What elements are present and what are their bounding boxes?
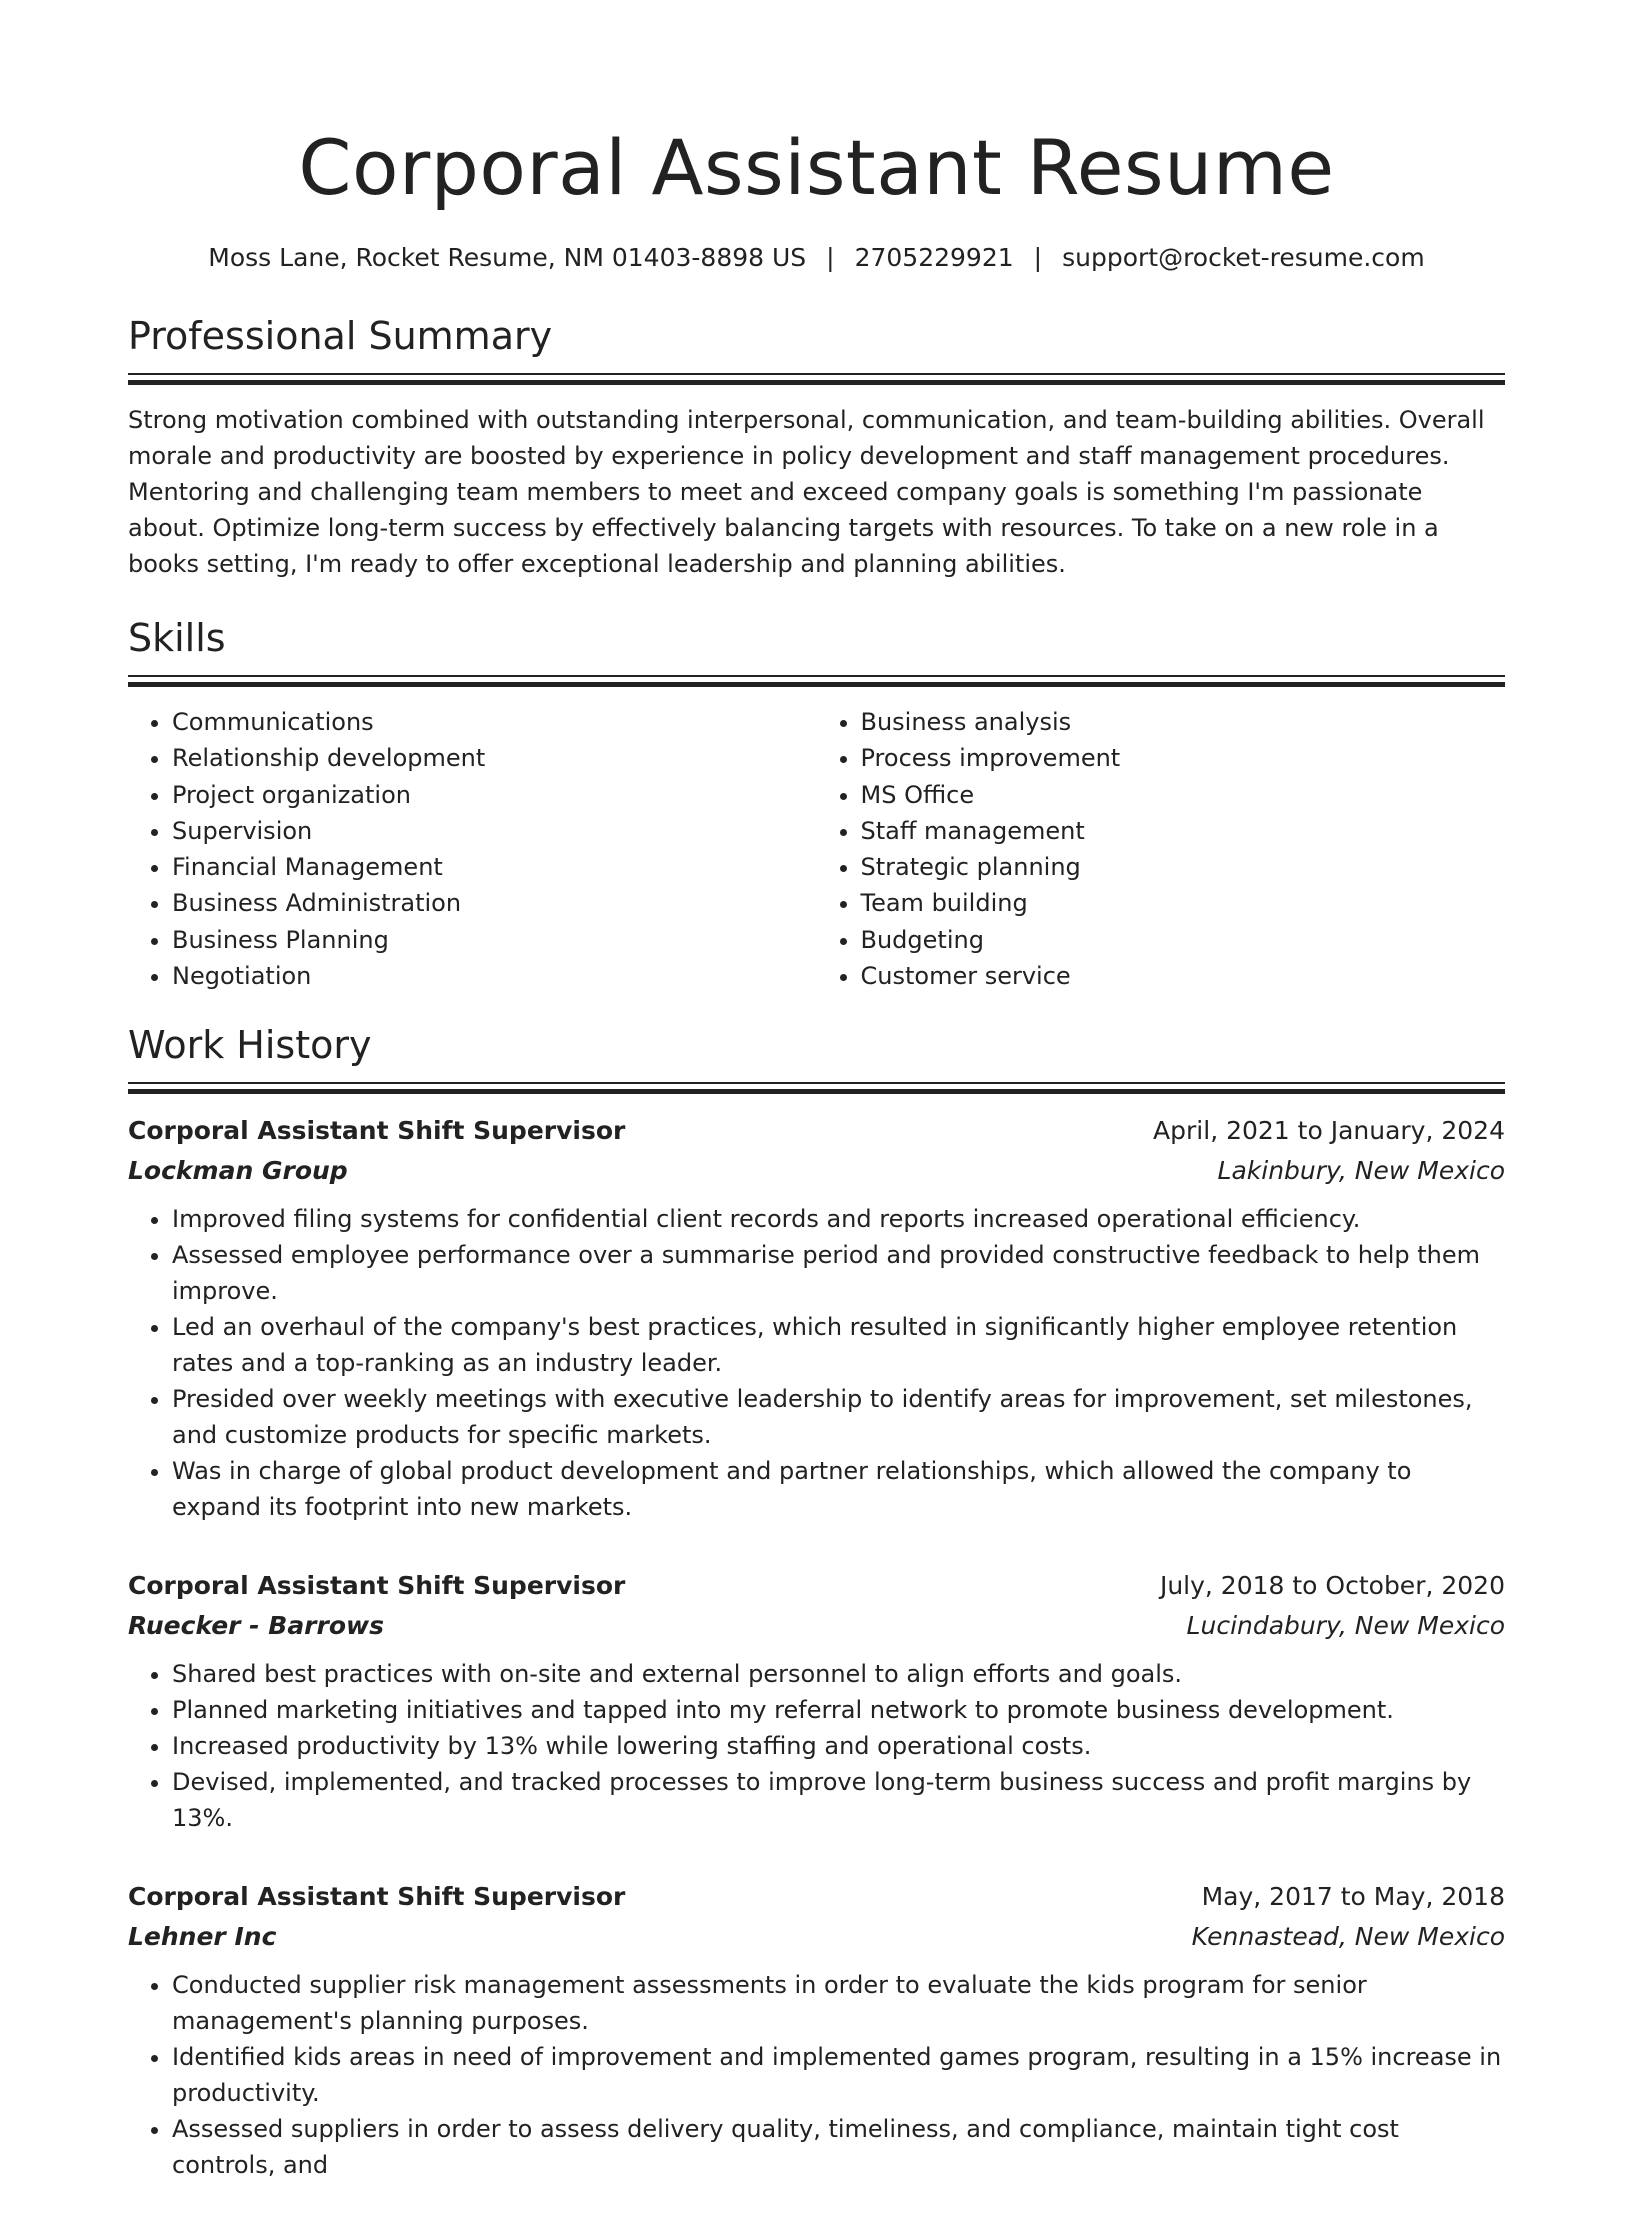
job-company-row — [128, 1151, 1505, 1191]
job-header-row — [128, 1566, 1505, 1606]
skill-item: • Business analysis — [861, 704, 1506, 740]
job-bullet: • Devised, implemented, and tracked processes to improve long-term business success and profit margins by 13%. — [172, 1764, 1505, 1836]
skill-item: • Relationship development — [172, 740, 817, 776]
job-bullet: • Was in charge of global product development and partner relationships, which allowed the company to expand its footprint into new markets. — [172, 1453, 1505, 1525]
job-bullets — [128, 1656, 1505, 1836]
skill-item: • Customer service — [861, 958, 1506, 994]
job-bullet: • Planned marketing initiatives and tapped into my referral network to promote business development. — [172, 1692, 1505, 1728]
contact-line — [128, 242, 1505, 274]
job-company: Ruecker - Barrows — [128, 1611, 384, 1641]
job-bullet: • Identified kids areas in need of improvement and implemented games program, resulting in a 15% increase in productivity. — [172, 2039, 1505, 2111]
job-bullet: • Assessed employee performance over a summarise period and provided constructive feedback to help them improve. — [172, 1237, 1505, 1309]
work-history-section — [128, 1022, 1505, 2183]
resume-title: Corporal Assistant Resume — [298, 123, 1335, 212]
job-bullet: • Presided over weekly meetings with executive leadership to identify areas for improvement, set milestones, and customize products for specific markets. — [172, 1381, 1505, 1453]
contact-address: Moss Lane, Rocket Resume, NM 01403-8898 US — [208, 243, 807, 272]
skill-item: • Project organization — [172, 777, 817, 813]
skill-item: • Financial Management — [172, 849, 817, 885]
skill-item: • Business Administration — [172, 885, 817, 921]
job-bullet: • Assessed suppliers in order to assess delivery quality, timeliness, and compliance, maintain tight cost controls, and — [172, 2111, 1505, 2183]
section-divider — [128, 1082, 1505, 1092]
section-divider — [128, 675, 1505, 685]
job-dates: July, 2018 to October, 2020 — [1159, 1571, 1505, 1601]
professional-summary-section — [128, 313, 1505, 582]
contact-phone: 2705229921 — [854, 243, 1014, 272]
job-bullet: • Improved filing systems for confidential client records and reports increased operational efficiency. — [172, 1201, 1505, 1237]
summary-text: Strong motivation combined with outstanding interpersonal, communication, and team-building abilities. Overall morale and productivity are boosted by experience in policy development and staff management procedures. Mentoring and challenging team members to meet and exceed company goals is something I'm passionate about. Optimize long-term success by effectively balancing targets with resources. To take on a new role in a books setting, I'm ready to offer exceptional leadership and planning abilities. — [128, 406, 1485, 578]
job-title: Corporal Assistant Shift Supervisor — [128, 1116, 626, 1146]
skill-item: • Staff management — [861, 813, 1506, 849]
contact-separator: | — [826, 243, 835, 272]
job-company-row — [128, 1606, 1505, 1646]
job-bullet: • Led an overhaul of the company's best practices, which resulted in significantly higher employee retention rates and a top-ranking as an industry leader. — [172, 1309, 1505, 1381]
skills-section — [128, 615, 1505, 994]
skill-item: • Budgeting — [861, 922, 1506, 958]
job-location: Lucindabury, New Mexico — [1186, 1611, 1505, 1641]
job-title: Corporal Assistant Shift Supervisor — [128, 1882, 626, 1912]
job-company-row — [128, 1917, 1505, 1957]
skill-item: • Negotiation — [172, 958, 817, 994]
skills-list-left — [128, 704, 817, 994]
resume-page — [0, 118, 1632, 2230]
job-company: Lockman Group — [128, 1156, 348, 1186]
job-header-row — [128, 1877, 1505, 1917]
job-entry — [128, 1111, 1505, 1525]
skill-item: • Communications — [172, 704, 817, 740]
skill-item: • Process improvement — [861, 740, 1506, 776]
skill-item: • Business Planning — [172, 922, 817, 958]
job-bullet: • Conducted supplier risk management assessments in order to evaluate the kids program for senior management's planning purposes. — [172, 1967, 1505, 2039]
job-bullets — [128, 1201, 1505, 1525]
skill-item: • MS Office — [861, 777, 1506, 813]
job-company: Lehner Inc — [128, 1922, 277, 1952]
job-location: Lakinbury, New Mexico — [1217, 1156, 1505, 1186]
skills-grid — [128, 704, 1505, 994]
job-dates: May, 2017 to May, 2018 — [1201, 1882, 1505, 1912]
job-location: Kennastead, New Mexico — [1191, 1922, 1505, 1952]
job-entry — [128, 1877, 1505, 2183]
job-title: Corporal Assistant Shift Supervisor — [128, 1571, 626, 1601]
job-header-row — [128, 1111, 1505, 1151]
contact-email: support@rocket-resume.com — [1062, 243, 1425, 272]
section-heading-summary: Professional Summary — [128, 314, 553, 358]
job-bullet: • Shared best practices with on-site and external personnel to align efforts and goals. — [172, 1656, 1505, 1692]
job-dates: April, 2021 to January, 2024 — [1153, 1116, 1505, 1146]
contact-separator: | — [1033, 243, 1043, 272]
skills-list-right — [817, 704, 1506, 994]
section-divider — [128, 373, 1505, 383]
skill-item: • Supervision — [172, 813, 817, 849]
section-heading-work-history: Work History — [128, 1023, 372, 1068]
job-bullet: • Increased productivity by 13% while lowering staffing and operational costs. — [172, 1728, 1505, 1764]
skill-item: • Strategic planning — [861, 849, 1506, 885]
section-heading-skills: Skills — [128, 616, 226, 660]
job-bullets — [128, 1967, 1505, 2183]
job-entry — [128, 1566, 1505, 1836]
skill-item: • Team building — [861, 885, 1506, 921]
